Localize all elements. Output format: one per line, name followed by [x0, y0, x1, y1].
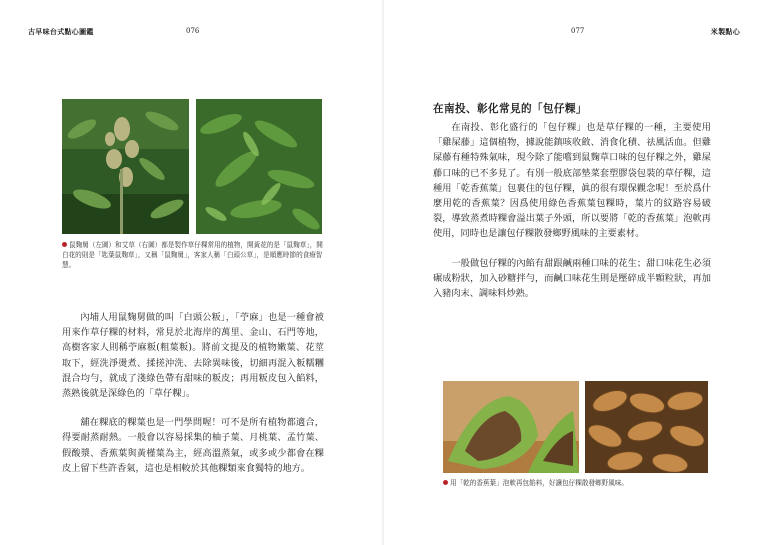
- right-paragraph-2: 一般做包仔粿的內餡有甜跟鹹兩種口味的花生；甜口味花生必須碾成粉狀，加入砂糖拌勻，而鹹口味花生則是壓碎成半顆粒狀，再加入豬肉末、調味料炒熟。: [433, 257, 711, 300]
- caption-text: 用「乾的香蕉葉」泡軟再包餡料，好讓包仔粿散發鄉野風味。: [450, 479, 629, 487]
- section-title: 在南投、彰化常見的「包仔粿」: [433, 103, 587, 115]
- book-title-header: 古早味台式點心圖鑑: [28, 27, 94, 36]
- caption-text: 鼠麴舅（左圖）和艾草（右圖）都是製作草仔粿常用的植物，開黃花的是「鼠麴草」，開白花的則是「匙葉鼠麴草」，又稱「鼠麴舅」，客家人稱「白頭公草」，是順應時節的食療智慧。: [62, 241, 323, 269]
- page-number-right: 077: [571, 27, 585, 35]
- right-paragraph-1: 在南投、彰化盛行的「包仔粿」也是草仔粿的一種，主要使用「雞屎藤」這個植物，據說能鎮咳收斂、消食化積、祛風活血。但雞屎藤有種特殊氣味，現今除了能嚐到鼠麴草口味的包仔粿之外，雞屎藤口味的已不多見了。有別一般底部墊菜套塑膠袋包裝的草仔粿，這種用「乾香蕉葉」包裹住的包仔粿，眞的很有環保觀念呢！至於爲什麼用乾的香蕉葉？因爲使用綠色香蕉葉包粿時，葉片的紋路容易破裂，導致蒸煮時粿會溢出葉子外頭，所以要將「乾的香蕉葉」泡軟再使用，同時也是讓包仔粿散發鄉野風味的主要素材。: [433, 122, 711, 240]
- caption-bullet-icon: [62, 242, 67, 247]
- baozai-cut-photo: [443, 381, 579, 473]
- left-paragraph-1: 內埔人用鼠麴舅做的叫「白頭公粄」，「苧麻」也是一種會被用來作草仔粿的材料，常見於北海岸的萬里、金山、石門等地，高樹客家人則稱苧麻粄(粗葉粄)。將前文提及的植物嫩葉、花莖取下，經洗淨燙煮、揉搓沖洗、去除異味後，切細再混入粄糯糰混合均勻，就成了淺綠色帶有甜味的粄皮；再用粄皮包入餡料，蒸熟後就是深綠色的「草仔粿」。: [62, 312, 324, 400]
- mugwort-photo: [196, 99, 322, 234]
- cudweed-photo: [62, 99, 189, 234]
- caption-bullet-icon: [443, 480, 448, 485]
- right-body-text: [433, 120, 711, 301]
- chapter-title-header: 米製點心: [710, 27, 740, 36]
- left-body-text: [62, 310, 324, 476]
- baozai-photos-caption: [443, 478, 713, 488]
- left-paragraph-2: 舖在粿底的粿葉也是一門學問喔！可不是所有植物都適合，得要耐蒸耐熱。一般會以容易採集的柚子葉、月桃葉、孟竹葉、假酸漿、香蕉葉與黃槿葉為主，經高溫蒸氣，或多或少都會在粿皮上留下些許香氣，這也是相較於其他粿類來食獨特的地方。: [62, 417, 324, 474]
- right-page: [384, 0, 768, 545]
- page-number-left: 076: [186, 27, 200, 35]
- baozai-wrapped-photo: [585, 381, 708, 473]
- plant-photos-caption: [62, 240, 324, 270]
